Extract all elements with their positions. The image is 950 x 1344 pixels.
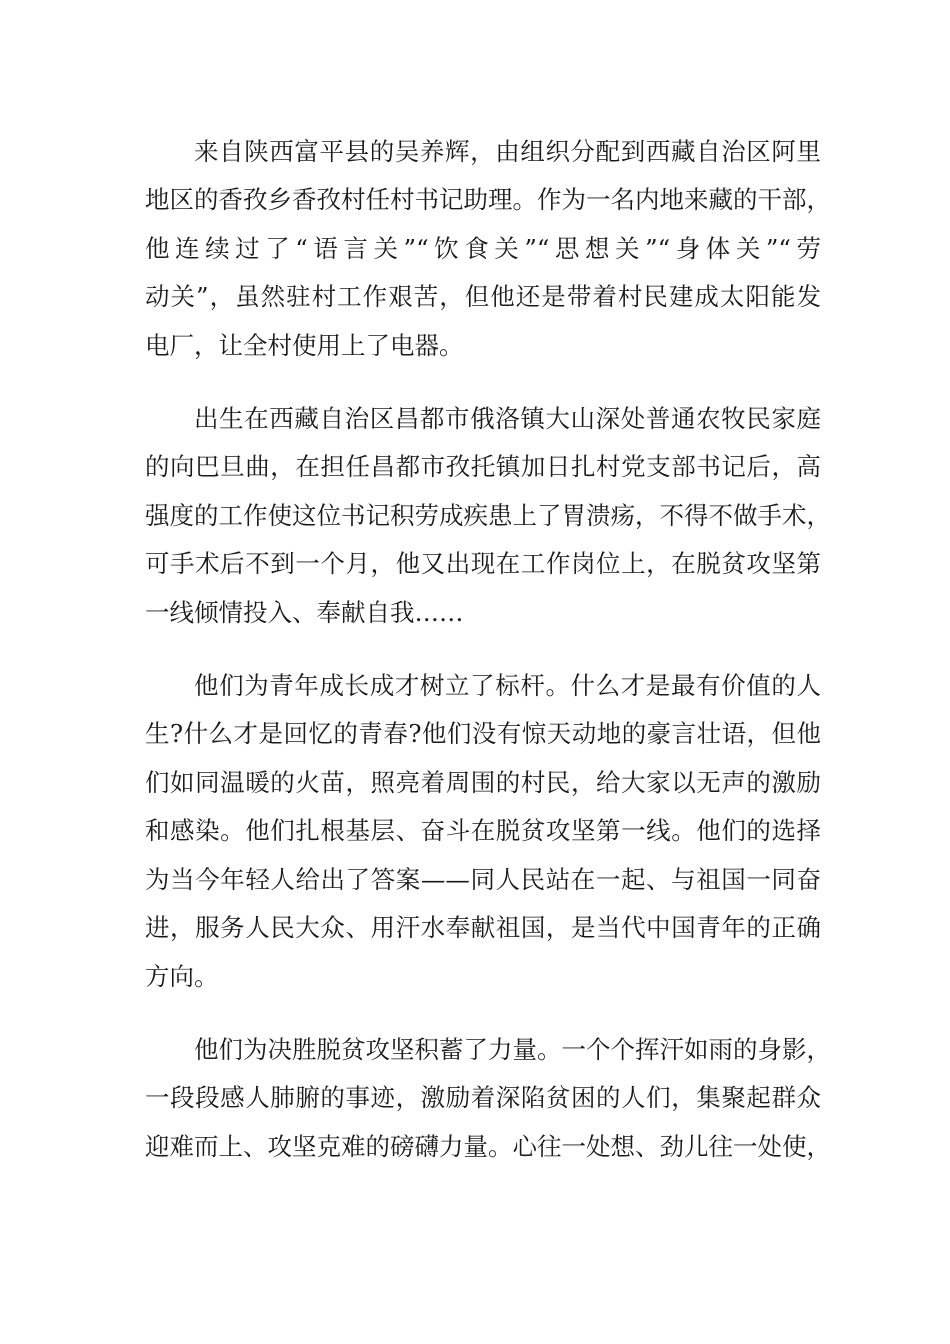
text-line: 迎难而上、攻坚克难的磅礴力量。心往一处想、劲儿往一处使，	[145, 1131, 831, 1161]
text-line: 来自陕西富平县的吴养辉，由组织分配到西藏自治区阿里	[194, 137, 821, 166]
text-line: 一线倾情投入、奉献自我……	[145, 597, 464, 627]
text-line: 生?什么才是回忆的青春?他们没有惊天动地的豪言壮语，但他	[145, 719, 821, 749]
text-line: 们如同温暖的火苗，照亮着周围的村民，给大家以无声的激励	[145, 767, 821, 797]
text-line: 和感染。他们扎根基层、奋斗在脱贫攻坚第一线。他们的选择	[145, 816, 821, 846]
text-line: 可手术后不到一个月，他又出现在工作岗位上，在脱贫攻坚第	[145, 549, 821, 579]
text-line: 他们为青年成长成才树立了标杆。什么才是最有价值的人	[194, 671, 821, 701]
text-line: 他连续过了“语言关”“饮食关”“思想关”“身体关”“劳	[145, 233, 821, 263]
text-line: 一段段感人肺腑的事迹，激励着深陷贫困的人们，集聚起群众	[145, 1083, 821, 1113]
paragraph-4	[145, 1026, 831, 1171]
text-line: 的向巴旦曲，在担任昌都市孜托镇加日扎村党支部书记后，高	[145, 452, 821, 482]
document-body	[145, 128, 831, 1196]
text-line: 出生在西藏自治区昌都市俄洛镇大山深处普通农牧民家庭	[194, 404, 821, 434]
text-line: 他们为决胜脱贫攻坚积蓄了力量。一个个挥汗如雨的身影，	[194, 1034, 831, 1064]
text-line: 地区的香孜乡香孜村任村书记助理。作为一名内地来藏的干部，	[145, 185, 831, 215]
text-line: 为当今年轻人给出了答案——同人民站在一起、与祖国一同奋	[145, 864, 821, 894]
text-line: 强度的工作使这位书记积劳成疾患上了胃溃疡，不得不做手术，	[145, 500, 831, 530]
paragraph-2	[145, 395, 831, 637]
text-line: 动关”，虽然驻村工作艰苦，但他还是带着村民建成太阳能发	[145, 282, 821, 312]
text-line: 电厂，让全村使用上了电器。	[145, 330, 464, 360]
text-line: 进，服务人民大众、用汗水奉献祖国，是当代中国青年的正确	[145, 913, 821, 943]
text-line: 方向。	[145, 961, 219, 991]
paragraph-1	[145, 128, 831, 370]
paragraph-3	[145, 662, 821, 1001]
